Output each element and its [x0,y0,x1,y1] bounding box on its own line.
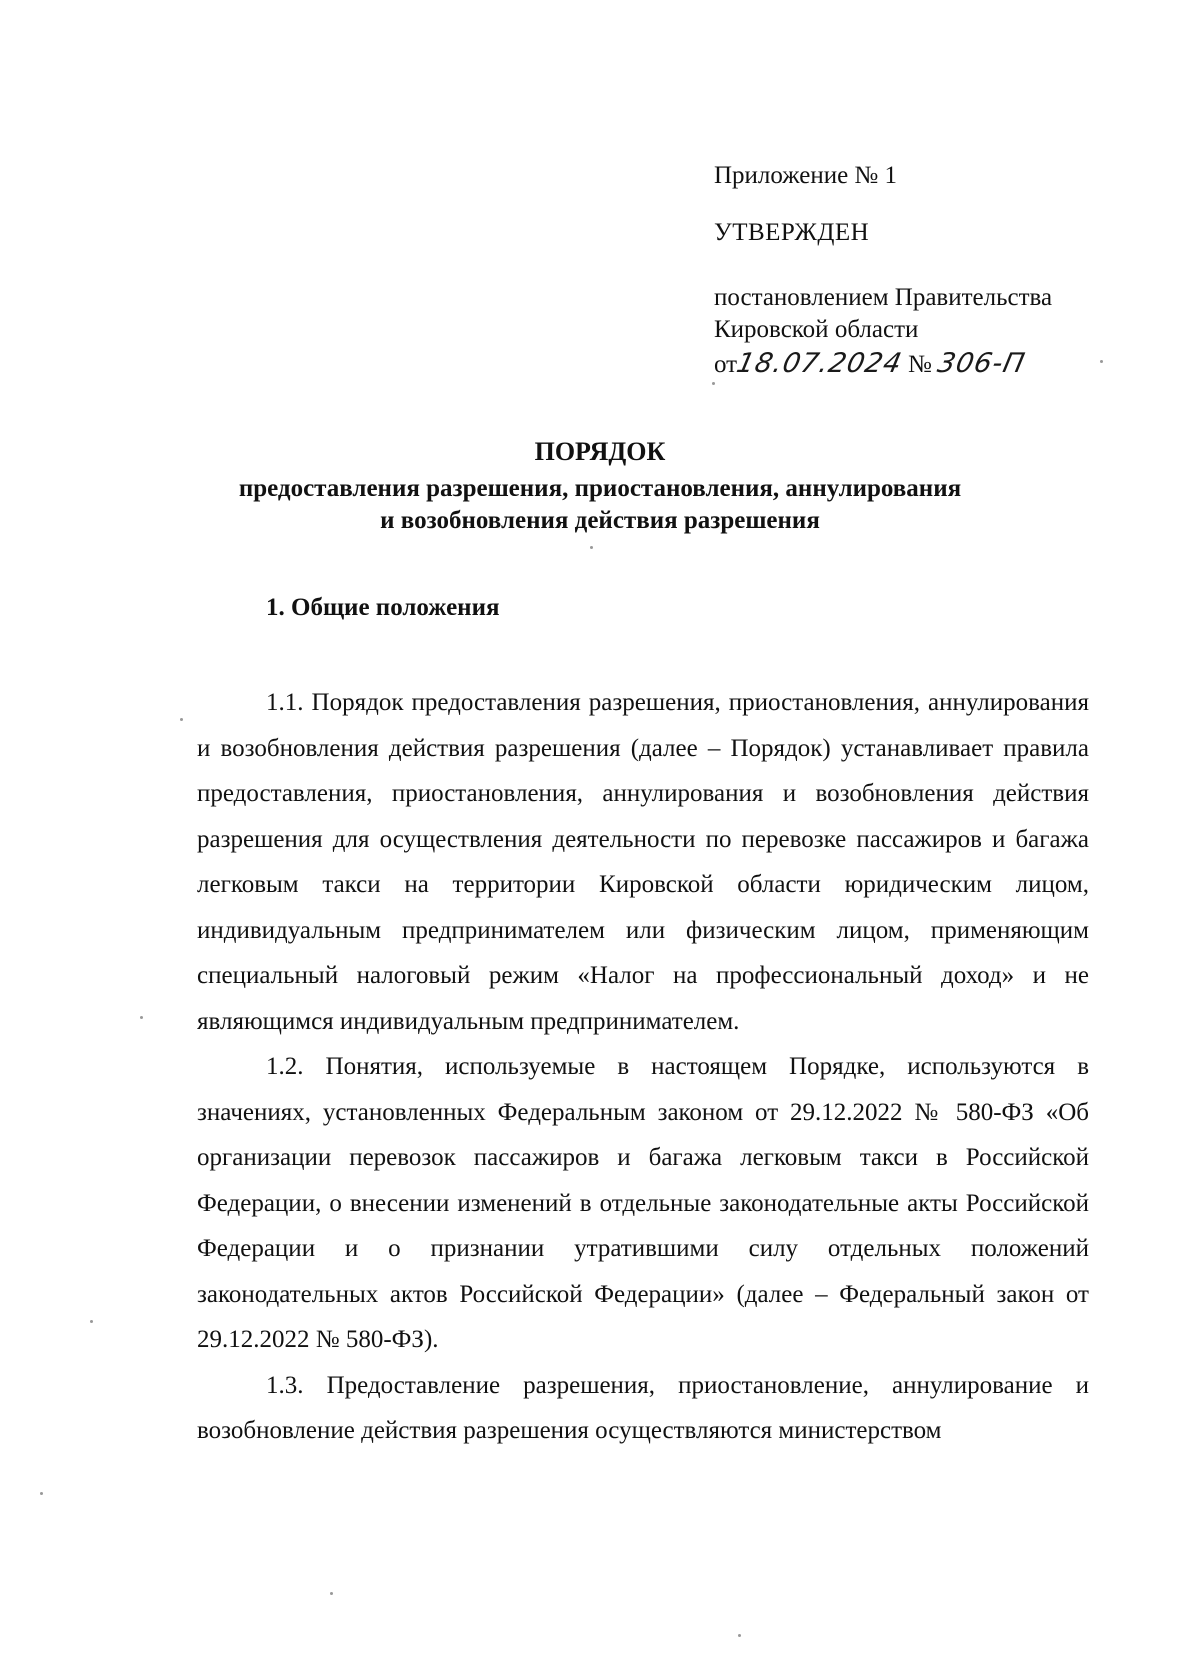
appendix-label: Приложение № 1 [714,162,898,189]
scan-speck [90,1320,93,1323]
scan-speck [140,1016,143,1019]
scan-speck [738,1634,741,1637]
decree-date-handwritten: 18.07.2024 [733,348,906,379]
section-heading: 1. Общие положения [266,594,500,621]
decree-number-handwritten: 306-П [934,348,1029,379]
paragraph-1-3: 1.3. Предоставление разрешения, приостановление, аннулирование и возобновление действия разрешения осуществляются министерством [197,1371,1089,1444]
decree-date-line [714,348,1029,381]
document-title: ПОРЯДОК [534,437,666,466]
section-body [197,680,1089,1454]
paragraph-1-2: 1.2. Понятия, используемые в настоящем Порядке, используются в значениях, установленных Федеральным законом от 29.12.2022 № 580-ФЗ «Об организации перевозок пассажиров и багажа легковым такси в Российской Федерации, о внесении изменений в отдельные законодательные акты Российской Федерации и о признании утратившими силу отдельных положений законодательных актов Российской Федерации» (далее – Федеральный закон от 29.12.2022 № 580-ФЗ). [197,1053,1089,1353]
decree-line-1: постановлением Правительства [714,284,1053,311]
scan-speck [1100,360,1103,363]
scan-speck [712,382,715,385]
document-subtitle-line-1: предоставления разрешения, приостановления, аннулирования [238,475,962,502]
decree-from-label: от [714,351,738,378]
approved-label: УТВЕРЖДЕН [714,219,870,246]
paragraph-1-1: 1.1. Порядок предоставления разрешения, приостановления, аннулирования и возобновления действия разрешения (далее – Порядок) устанавливает правила предоставления, приостановления, аннулирования и возобновления действия разрешения для осуществления деятельности по перевозке пассажиров и багажа легковым такси на территории Кировской области юридическим лицом, индивидуальным предпринимателем или физическим лицом, применяющим специальный налоговый режим «Налог на профессиональный доход» и не являющимся индивидуальным предпринимателем. [197,689,1089,1035]
document-subtitle-line-2: и возобновления действия разрешения [380,507,820,534]
decree-line-2: Кировской области [714,316,919,343]
scan-speck [330,1592,333,1595]
scan-speck [40,1492,43,1495]
decree-number-label: № [907,351,932,378]
scan-speck [590,546,593,549]
scan-speck [180,718,183,721]
